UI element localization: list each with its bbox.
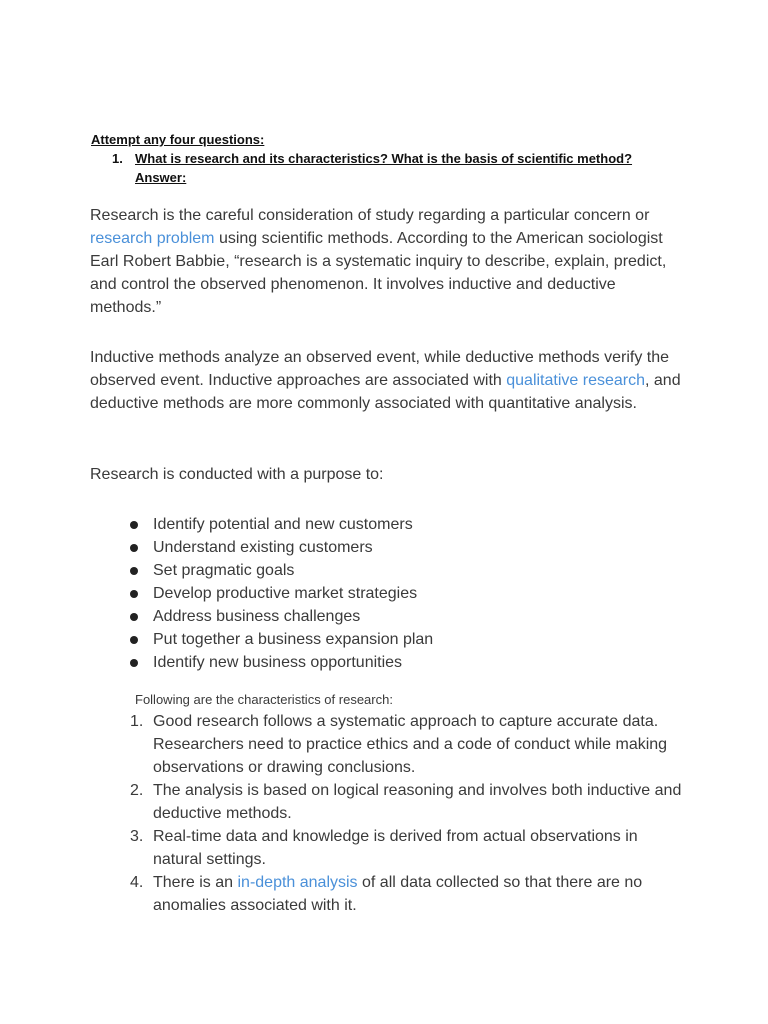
question-1 bbox=[112, 149, 691, 168]
paragraph-methods bbox=[90, 346, 690, 415]
characteristics-intro: Following are the characteristics of research: bbox=[135, 692, 393, 707]
bullet-icon bbox=[90, 582, 153, 605]
list-item bbox=[90, 779, 690, 825]
list-item bbox=[90, 628, 690, 651]
link-research-problem[interactable]: research problem bbox=[90, 230, 215, 247]
list-item bbox=[90, 605, 690, 628]
list-item bbox=[90, 582, 690, 605]
bullet-icon bbox=[90, 513, 153, 536]
question-number: 1. bbox=[112, 151, 123, 166]
list-item-text bbox=[153, 871, 683, 917]
list-item-text: Put together a business expansion plan bbox=[153, 631, 434, 648]
bullet-icon bbox=[90, 628, 153, 651]
attempt-instruction: Attempt any four questions: bbox=[91, 132, 265, 147]
purpose-list bbox=[90, 513, 690, 674]
characteristics-list bbox=[90, 710, 690, 917]
list-item bbox=[90, 825, 690, 871]
list-item-text: Identify potential and new customers bbox=[153, 516, 413, 533]
paragraph-text: Inductive methods analyze an observed event, while deductive methods verify the observed event. Inductive approaches are associated with bbox=[90, 349, 669, 389]
list-item-text: Set pragmatic goals bbox=[153, 562, 295, 579]
bullet-icon bbox=[90, 536, 153, 559]
link-in-depth-analysis[interactable]: in-depth analysis bbox=[237, 874, 358, 891]
list-item bbox=[90, 536, 690, 559]
link-qualitative-research[interactable]: qualitative research bbox=[506, 372, 645, 389]
question-heading bbox=[91, 130, 691, 187]
bullet-icon bbox=[90, 605, 153, 628]
list-item bbox=[90, 710, 690, 779]
list-item-text: Understand existing customers bbox=[153, 539, 373, 556]
bullet-icon bbox=[90, 651, 153, 674]
list-item-text: Good research follows a systematic approach to capture accurate data. Researchers need to practice ethics and a code of conduct while making observations or drawing conclusions. bbox=[153, 713, 668, 776]
list-item-text-part: of all data collected so that there are no anomalies associated with it. bbox=[153, 874, 643, 914]
list-number: 3. bbox=[130, 828, 144, 845]
list-number: 2. bbox=[130, 782, 144, 799]
list-number: 1. bbox=[130, 713, 144, 730]
paragraph-definition bbox=[90, 204, 690, 319]
list-item-text: Address business challenges bbox=[153, 608, 361, 625]
bullet-icon bbox=[90, 559, 153, 582]
list-item-text: The analysis is based on logical reasoning and involves both inductive and deductive methods. bbox=[153, 782, 682, 822]
list-item-text-part: There is an bbox=[153, 874, 238, 891]
list-number: 4. bbox=[130, 874, 144, 891]
list-item bbox=[90, 559, 690, 582]
paragraph-purpose: Research is conducted with a purpose to: bbox=[90, 466, 384, 483]
list-item-text: Identify new business opportunities bbox=[153, 654, 403, 671]
paragraph-text: using scientific methods. According to the American sociologist Earl Robert Babbie, “research is a systematic inquiry to describe, explain, predict, and control the observed phenomenon. It involves inductive and deductive methods.” bbox=[90, 230, 667, 316]
list-item bbox=[90, 651, 690, 674]
list-item-text: Real-time data and knowledge is derived from actual observations in natural settings. bbox=[153, 828, 638, 868]
question-text: What is research and its characteristics? What is the basis of scientific method? bbox=[135, 151, 633, 166]
paragraph-text: , and deductive methods are more commonly associated with quantitative analysis. bbox=[90, 372, 681, 412]
list-item bbox=[90, 871, 690, 917]
list-item-text: Develop productive market strategies bbox=[153, 585, 418, 602]
list-item bbox=[90, 513, 690, 536]
answer-label: Answer: bbox=[135, 170, 187, 185]
paragraph-text: Research is the careful consideration of study regarding a particular concern or bbox=[90, 207, 650, 224]
